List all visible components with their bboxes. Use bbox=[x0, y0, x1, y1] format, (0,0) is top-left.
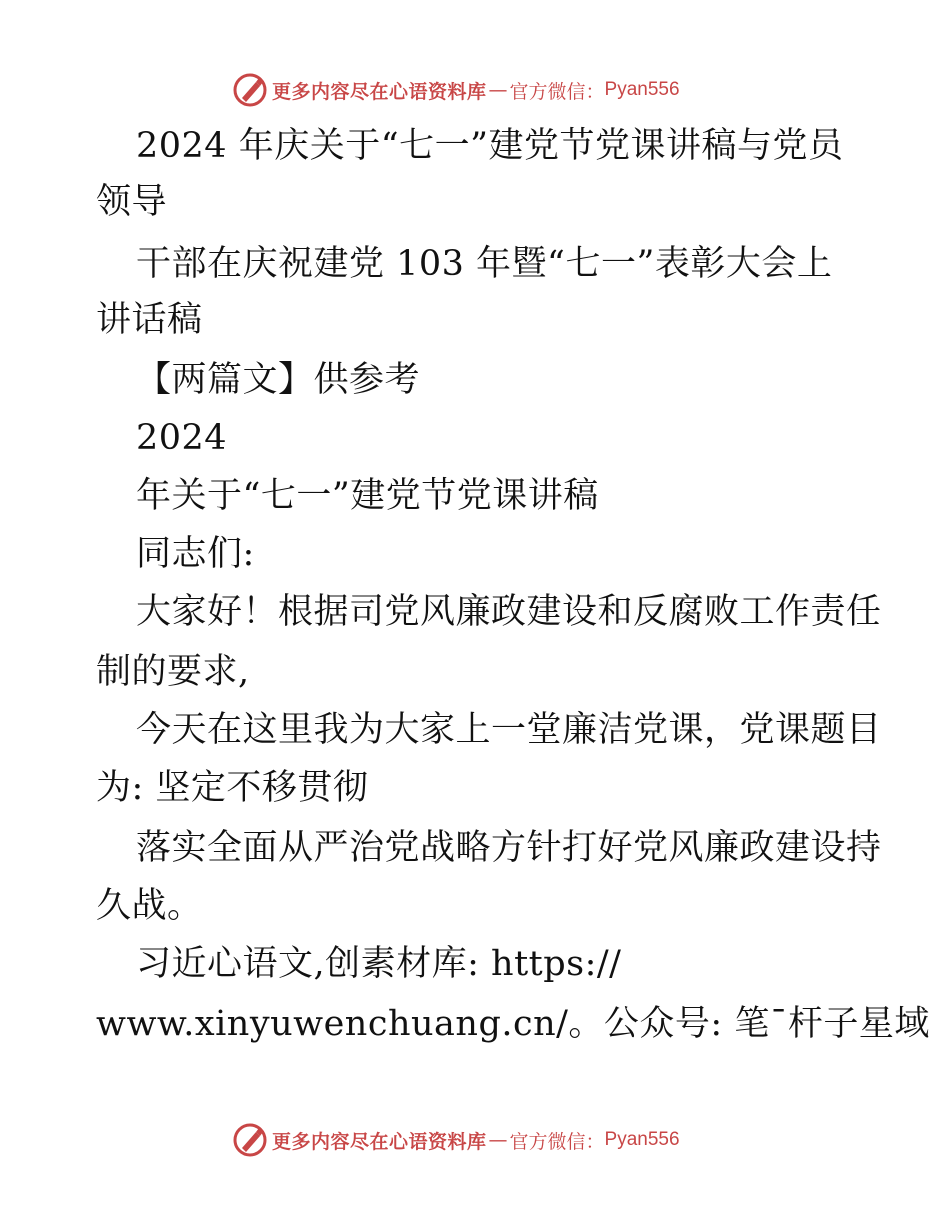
text-line: www.xinyuwenchuang.cn/。公众号: 笔¯杆子星域 bbox=[96, 1004, 930, 1044]
text-line: 习近心语文,创素材库: https:// bbox=[136, 944, 622, 984]
pen-logo-icon bbox=[232, 1122, 268, 1158]
text-line: 大家好！根据司党风廉政建设和反腐败工作责任 bbox=[136, 592, 882, 632]
text-line: 【两篇文】供参考 bbox=[136, 360, 421, 400]
header-watermark bbox=[232, 70, 680, 110]
text-line: 2024 年庆关于“七一”建党节党课讲稿与党员 bbox=[136, 126, 844, 166]
text-line: 久战。 bbox=[96, 886, 203, 926]
text-line: 讲话稿 bbox=[96, 300, 203, 340]
text-line: 2024 bbox=[136, 418, 228, 458]
watermark-text: 更多内容尽在心语资料库 bbox=[272, 1130, 487, 1153]
watermark-separator: — bbox=[488, 1129, 508, 1151]
watermark-wechat-id: Pyan556 bbox=[604, 1129, 680, 1150]
watermark-wechat-id: Pyan556 bbox=[604, 79, 680, 100]
text-line: 年关于“七一”建党节党课讲稿 bbox=[136, 476, 599, 516]
text-line: 领导 bbox=[96, 182, 168, 222]
footer-watermark bbox=[232, 1120, 680, 1160]
text-line: 干部在庆祝建党 103 年暨“七一”表彰大会上 bbox=[136, 244, 833, 284]
text-line: 为: 坚定不移贯彻 bbox=[96, 768, 369, 808]
watermark-label: 官方微信： bbox=[509, 1130, 605, 1153]
watermark-separator: — bbox=[488, 79, 508, 101]
pen-logo-icon bbox=[232, 72, 268, 108]
text-line: 制的要求, bbox=[96, 652, 250, 692]
text-line: 落实全面从严治党战略方针打好党风廉政建设持 bbox=[136, 828, 882, 868]
watermark-text: 更多内容尽在心语资料库 bbox=[272, 80, 487, 103]
text-line: 同志们: bbox=[136, 534, 255, 574]
watermark-label: 官方微信： bbox=[509, 80, 605, 103]
text-line: 今天在这里我为大家上一堂廉洁党课，党课题目 bbox=[136, 710, 882, 750]
